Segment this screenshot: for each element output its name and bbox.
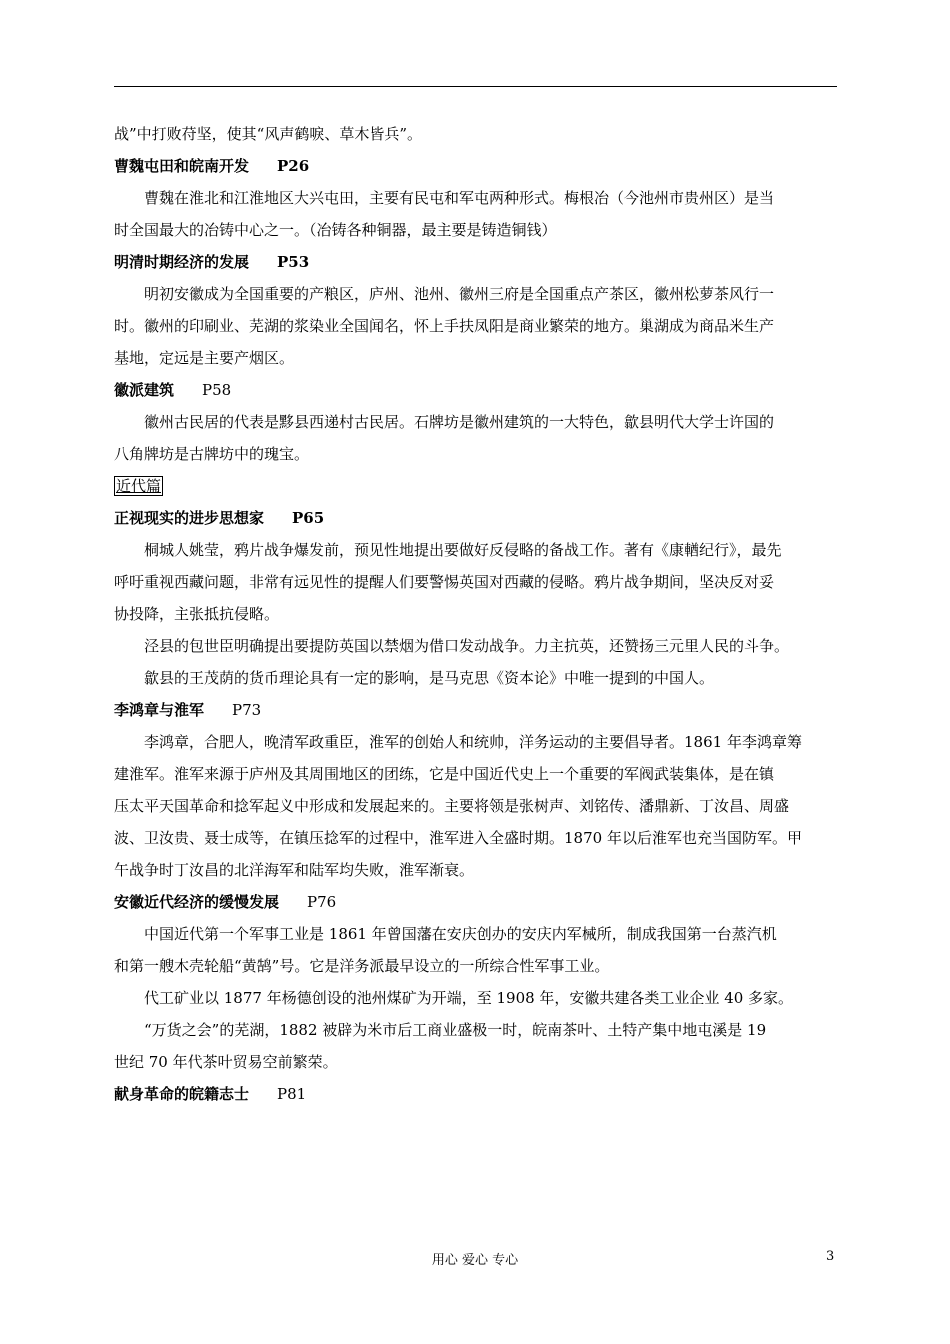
header-rule [114,86,837,87]
section-page-ref: P81 [277,1085,307,1103]
section-page-ref: P58 [202,381,232,399]
paragraph-line: 建淮军。淮军来源于庐州及其周围地区的团练，它是中国近代史上一个重要的军阀武装集体，是在镇 [114,765,775,783]
paragraph-line: 时全国最大的冶铸中心之一。（冶铸各种铜器，最主要是铸造铜钱） [114,221,557,239]
section-title: 安徽近代经济的缓慢发展 [114,893,280,911]
paragraph-line: 协投降，主张抵抗侵略。 [114,605,280,623]
section-page-ref: P26 [277,157,310,175]
paragraph-line: 李鸿章，合肥人，晚清军政重臣，淮军的创始人和统帅，洋务运动的主要倡导者。1861 年李鸿章筹 [144,733,802,751]
section-title: 献身革命的皖籍志士 [114,1085,250,1103]
footer-motto: 用心 爱心 专心 [431,1253,519,1268]
document-body [114,118,837,1110]
section-heading [114,1078,837,1110]
section-page-ref: P65 [292,509,325,527]
paragraph-line: 呼吁重视西藏问题，非常有远见性的提醒人们要警惕英国对西藏的侵略。鸦片战争期间，坚决反对妥 [114,573,775,591]
section-heading [114,246,837,278]
section-page-ref: P53 [277,253,310,271]
section-heading [114,502,837,534]
section-title: 明清时期经济的发展 [114,253,250,271]
section-title: 李鸿章与淮军 [114,701,205,719]
section-heading [114,694,837,726]
paragraph-line: 明初安徽成为全国重要的产粮区，庐州、池州、徽州三府是全国重点产茶区，徽州松萝茶风行一 [144,285,775,303]
section-title: 正视现实的进步思想家 [114,509,265,527]
paragraph-line: 压太平天国革命和捻军起义中形成和发展起来的。主要将领是张树声、刘铭传、潘鼎新、丁汝昌、周盛 [114,797,790,815]
paragraph-line: 八角牌坊是古牌坊中的瑰宝。 [114,445,310,463]
paragraph-line: “万货之会”的芜湖，1882 被辟为米市后工商业盛极一时，皖南茶叶、土特产集中地屯溪是 19 [144,1021,767,1039]
paragraph-line: 时。徽州的印刷业、芜湖的浆染业全国闻名，怀上手扶凤阳是商业繁荣的地方。巢湖成为商品米生产 [114,317,775,335]
section-heading [114,374,837,406]
paragraph-line: 代工矿业以 1877 年杨德创设的池州煤矿为开端，至 1908 年，安徽共建各类工业企业 40 多家。 [144,989,794,1007]
paragraph-line: 战”中打败苻坚，使其“风声鹤唳、草木皆兵”。 [114,125,423,143]
paragraph-line: 世纪 70 年代茶叶贸易空前繁荣。 [114,1053,338,1071]
section-page-ref: P73 [232,701,262,719]
paragraph-line: 中国近代第一个军事工业是 1861 年曾国藩在安庆创办的安庆内军械所，制成我国第一台蒸汽机 [144,925,777,943]
section-heading [114,150,837,182]
part-heading: 近代篇 [116,477,162,495]
paragraph-line: 徽州古民居的代表是黟县西递村古民居。石牌坊是徽州建筑的一大特色，歙县明代大学士许国的 [144,413,775,431]
paragraph-line: 基地，定远是主要产烟区。 [114,349,295,367]
paragraph-line: 午战争时丁汝昌的北洋海军和陆军均失败，淮军渐衰。 [114,861,475,879]
paragraph-line: 泾县的包世臣明确提出要提防英国以禁烟为借口发动战争。力主抗英，还赞扬三元里人民的斗争。 [144,637,790,655]
paragraph-line: 和第一艘木壳轮船“黄鹄”号。它是洋务派最早设立的一所综合性军事工业。 [114,957,610,975]
section-heading [114,886,837,918]
paragraph-line: 波、卫汝贵、聂士成等，在镇压捻军的过程中，淮军进入全盛时期。1870 年以后淮军也充当国防军。甲 [114,829,802,847]
section-title: 曹魏屯田和皖南开发 [114,157,250,175]
section-title: 徽派建筑 [114,381,175,399]
paragraph-line: 歙县的王茂荫的货币理论具有一定的影响，是马克思《资本论》中唯一提到的中国人。 [144,669,715,687]
paragraph-line: 曹魏在淮北和江淮地区大兴屯田，主要有民屯和军屯两种形式。梅根冶（今池州市贵州区）是当 [144,189,775,207]
paragraph-line: 桐城人姚莹，鸦片战争爆发前，预见性地提出要做好反侵略的备战工作。著有《康輶纪行》，最先 [144,541,782,559]
section-page-ref: P76 [307,893,337,911]
page-number: 3 [826,1249,835,1264]
part-heading-row [114,470,837,502]
